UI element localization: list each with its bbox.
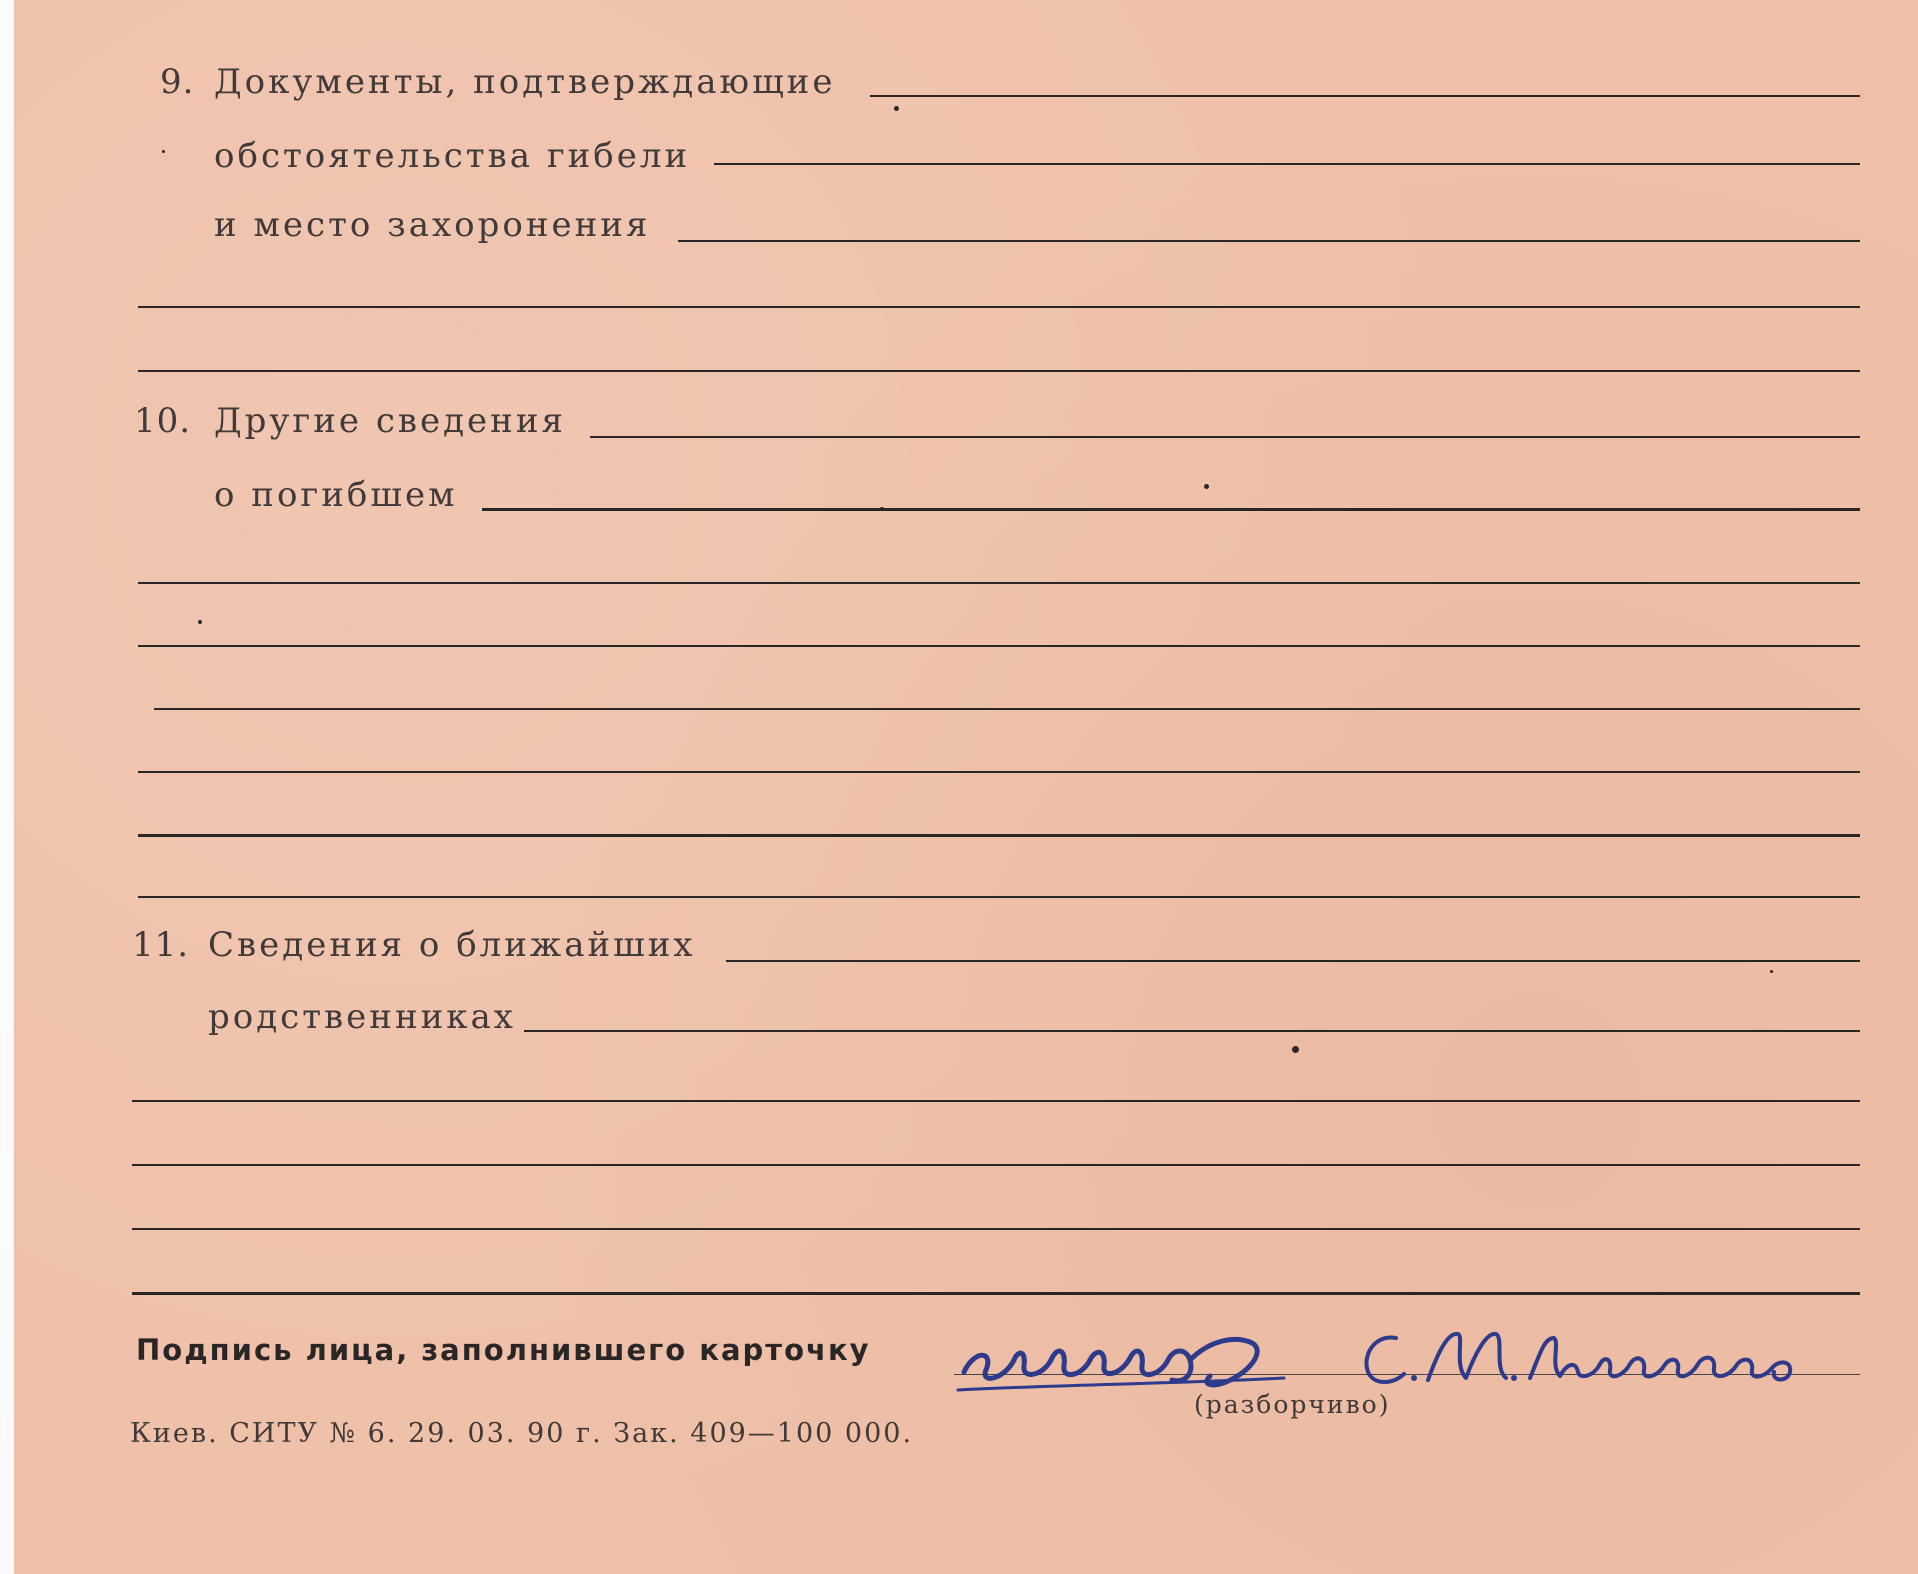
section-10-extra-line2 xyxy=(138,645,1860,647)
handwritten-name xyxy=(1354,1312,1814,1402)
paper-speck xyxy=(1292,1046,1299,1053)
section-9-extra-line2 xyxy=(138,370,1860,372)
card-reverse-side xyxy=(14,0,1918,1574)
section-9-fill-line2 xyxy=(714,163,1860,165)
section-10-extra-line5 xyxy=(138,834,1860,837)
section-11-extra-line1 xyxy=(132,1100,1860,1102)
section-11-extra-line3 xyxy=(132,1228,1860,1230)
printer-imprint: Киев. СИТУ № 6. 29. 03. 90 г. Зак. 409—100 000. xyxy=(130,1418,914,1449)
paper-speck xyxy=(162,150,165,153)
paper-speck xyxy=(880,507,884,511)
section-11-fill-line2 xyxy=(524,1030,1860,1032)
section-11-extra-line4 xyxy=(132,1292,1860,1295)
section-9-label-line1: Документы, подтверждающие xyxy=(214,62,836,102)
section-11-label-line1: Сведения о ближайших xyxy=(208,925,696,965)
section-9-label-line2: обстоятельства гибели xyxy=(214,136,691,176)
section-10-extra-line4 xyxy=(138,771,1860,773)
section-10-label-line2: о погибшем xyxy=(214,475,458,515)
paper-speck xyxy=(1770,970,1773,973)
handwritten-signature xyxy=(954,1310,1354,1400)
section-9-extra-line1 xyxy=(138,306,1860,308)
section-9-fill-line1 xyxy=(870,95,1860,97)
paper-speck xyxy=(198,620,202,624)
section-11-number: 11. xyxy=(132,925,190,965)
section-10-number: 10. xyxy=(134,401,192,441)
section-11-fill-line1 xyxy=(726,960,1860,962)
signature-label: Подпись лица, заполнившего карточку xyxy=(136,1333,871,1367)
section-10-fill-line2 xyxy=(482,508,1860,511)
paper-speck xyxy=(894,106,899,111)
section-9-number: 9. xyxy=(160,62,195,102)
section-10-fill-line1 xyxy=(590,436,1860,438)
section-10-extra-line6 xyxy=(138,896,1860,898)
section-10-extra-line3 xyxy=(154,708,1860,710)
paper-speck xyxy=(1204,484,1209,489)
section-10-extra-line1 xyxy=(138,582,1860,584)
section-9-fill-line3 xyxy=(678,240,1860,242)
section-10-label-line1: Другие сведения xyxy=(214,401,566,441)
section-11-label-line2: родственниках xyxy=(208,997,516,1037)
section-9-label-line3: и место захоронения xyxy=(214,205,651,245)
section-11-extra-line2 xyxy=(132,1164,1860,1166)
legibly-note: (разборчиво) xyxy=(1194,1390,1391,1419)
